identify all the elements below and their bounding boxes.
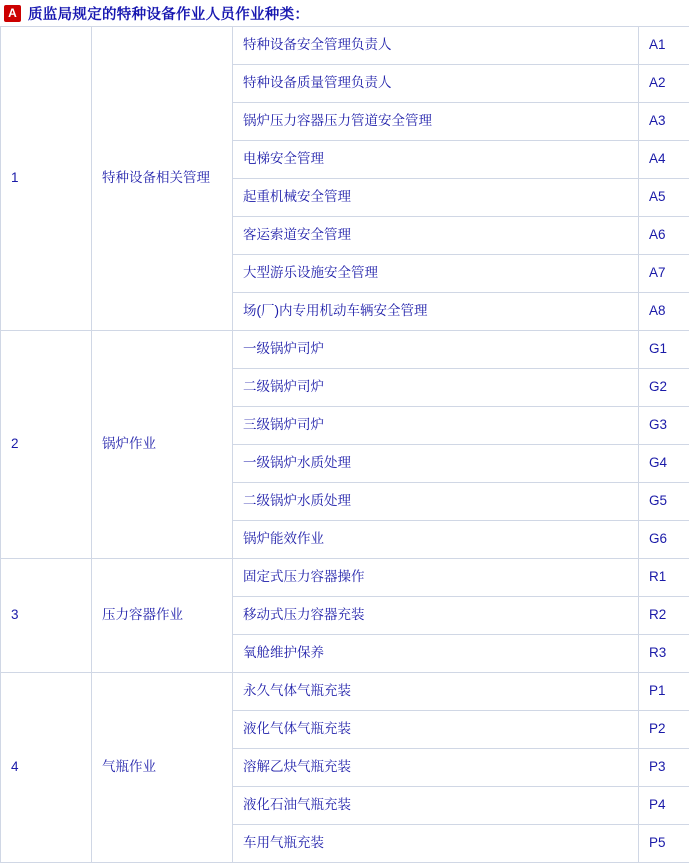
group-name-cell: 锅炉作业 bbox=[92, 331, 233, 559]
occupation-name-cell: 大型游乐设施安全管理 bbox=[233, 255, 639, 293]
occupation-name-cell: 溶解乙炔气瓶充装 bbox=[233, 749, 639, 787]
group-name-cell: 特种设备相关管理 bbox=[92, 27, 233, 331]
occupation-code-cell: G3 bbox=[639, 407, 689, 445]
occupation-code-cell: A8 bbox=[639, 293, 689, 331]
occupation-name-cell: 液化气体气瓶充装 bbox=[233, 711, 639, 749]
occupation-code-cell: P1 bbox=[639, 673, 689, 711]
occupation-name-cell: 电梯安全管理 bbox=[233, 141, 639, 179]
occupation-code-cell: P3 bbox=[639, 749, 689, 787]
table-row bbox=[1, 331, 689, 369]
group-name-cell: 气瓶作业 bbox=[92, 673, 233, 863]
occupation-code-cell: G6 bbox=[639, 521, 689, 559]
group-index-cell: 4 bbox=[1, 673, 92, 863]
occupation-category-table bbox=[0, 26, 689, 863]
group-index-cell: 3 bbox=[1, 559, 92, 673]
table-body bbox=[1, 27, 689, 863]
occupation-name-cell: 二级锅炉水质处理 bbox=[233, 483, 639, 521]
occupation-code-cell: P4 bbox=[639, 787, 689, 825]
occupation-code-cell: A4 bbox=[639, 141, 689, 179]
occupation-name-cell: 移动式压力容器充装 bbox=[233, 597, 639, 635]
occupation-code-cell: A6 bbox=[639, 217, 689, 255]
occupation-name-cell: 一级锅炉水质处理 bbox=[233, 445, 639, 483]
occupation-code-cell: A1 bbox=[639, 27, 689, 65]
occupation-code-cell: A2 bbox=[639, 65, 689, 103]
page-header bbox=[0, 0, 689, 26]
occupation-name-cell: 锅炉能效作业 bbox=[233, 521, 639, 559]
occupation-name-cell: 三级锅炉司炉 bbox=[233, 407, 639, 445]
group-index-cell: 2 bbox=[1, 331, 92, 559]
occupation-code-cell: G5 bbox=[639, 483, 689, 521]
occupation-name-cell: 场(厂)内专用机动车辆安全管理 bbox=[233, 293, 639, 331]
occupation-code-cell: G4 bbox=[639, 445, 689, 483]
occupation-name-cell: 二级锅炉司炉 bbox=[233, 369, 639, 407]
occupation-name-cell: 特种设备质量管理负责人 bbox=[233, 65, 639, 103]
occupation-code-cell: R2 bbox=[639, 597, 689, 635]
occupation-code-cell: A7 bbox=[639, 255, 689, 293]
section-badge-icon: A bbox=[4, 5, 21, 22]
group-name-cell: 压力容器作业 bbox=[92, 559, 233, 673]
table-row bbox=[1, 27, 689, 65]
occupation-code-cell: R1 bbox=[639, 559, 689, 597]
occupation-name-cell: 车用气瓶充装 bbox=[233, 825, 639, 863]
page-title: 质监局规定的特种设备作业人员作业种类： bbox=[28, 3, 309, 24]
occupation-name-cell: 永久气体气瓶充装 bbox=[233, 673, 639, 711]
occupation-code-cell: G1 bbox=[639, 331, 689, 369]
occupation-code-cell: A3 bbox=[639, 103, 689, 141]
occupation-code-cell: R3 bbox=[639, 635, 689, 673]
occupation-name-cell: 特种设备安全管理负责人 bbox=[233, 27, 639, 65]
occupation-code-cell: G2 bbox=[639, 369, 689, 407]
occupation-code-cell: A5 bbox=[639, 179, 689, 217]
occupation-name-cell: 氧舱维护保养 bbox=[233, 635, 639, 673]
occupation-name-cell: 起重机械安全管理 bbox=[233, 179, 639, 217]
occupation-name-cell: 锅炉压力容器压力管道安全管理 bbox=[233, 103, 639, 141]
group-index-cell: 1 bbox=[1, 27, 92, 331]
occupation-name-cell: 客运索道安全管理 bbox=[233, 217, 639, 255]
occupation-code-cell: P5 bbox=[639, 825, 689, 863]
occupation-name-cell: 液化石油气瓶充装 bbox=[233, 787, 639, 825]
occupation-name-cell: 固定式压力容器操作 bbox=[233, 559, 639, 597]
table-row bbox=[1, 673, 689, 711]
occupation-name-cell: 一级锅炉司炉 bbox=[233, 331, 639, 369]
table-row bbox=[1, 559, 689, 597]
occupation-code-cell: P2 bbox=[639, 711, 689, 749]
